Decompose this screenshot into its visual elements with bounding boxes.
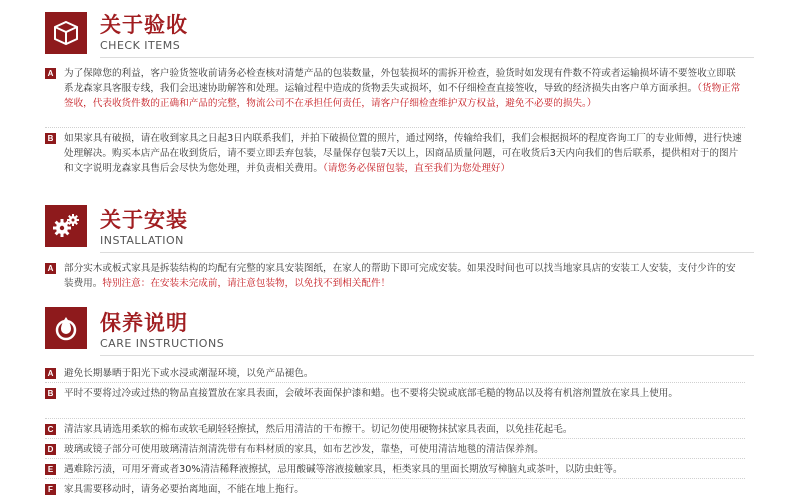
letter-badge: B xyxy=(45,388,56,399)
gear-icon xyxy=(45,205,87,247)
check-subtitle: CHECK ITEMS xyxy=(100,39,181,52)
care-title: 保养说明 xyxy=(100,311,188,335)
box-icon xyxy=(45,12,87,54)
install-item-warning: 特别注意：在安装未完成前，请注意包装物，以免找不到相关配件！ xyxy=(102,278,391,289)
check-item-text: 为了保障您的利益，客户验货签收前请务必检查核对清楚产品的包装数量，外包装损坏的需拆开检查，验货时如发现有件数不符或者运输损坏请不要签收立即联系龙森家具客服专线，我们会迅速协助解答和处理。运输过程中造成的货物丢失或损坏，如不仔细检查直接签收，导致的经济损失由客户单方面承担。 xyxy=(64,68,736,94)
install-subtitle: INSTALLATION xyxy=(100,234,184,247)
care-item-text: 遇难除污渍，可用牙膏或者30%清洁稀释液擦拭，忌用酸碱等溶液接触家具，柜类家具的里面长期放写樟脑丸或茶叶，以防虫蛀等。 xyxy=(64,464,623,475)
letter-badge: C xyxy=(45,424,56,435)
care-item-text: 家具需要移动时，请务必要抬离地面，不能在地上拖行。 xyxy=(64,484,304,495)
letter-badge: F xyxy=(45,484,56,495)
care-item-text: 清洁家具请选用柔软的棉布或软毛刷轻轻擦拭，然后用清洁的干布擦干。切记勿使用硬物抹拭家具表面，以免挂花起毛。 xyxy=(64,424,573,435)
care-subtitle: CARE INSTRUCTIONS xyxy=(100,337,225,350)
check-item-warning: （请您务必保留包装，直至我们为您处理好） xyxy=(323,163,511,174)
care-item-text: 平时不要将过冷或过热的物品直接置放在家具表面，会破坏表面保护漆和蜡。也不要将尖锐或底部毛糙的物品以及将有机溶剂置放在家具上使用。 xyxy=(64,388,678,399)
care-item-text: 避免长期暴晒于阳光下或水浸或潮湿环境，以免产品褪色。 xyxy=(64,368,314,379)
care-item-text: 玻璃或镜子部分可使用玻璃清洁剂清洗带有布料材质的家具，如布艺沙发，靠垫，可使用清洁地毯的清洁保养剂。 xyxy=(64,444,544,455)
letter-badge: D xyxy=(45,444,56,455)
drop-icon xyxy=(45,307,87,349)
divider xyxy=(45,127,745,128)
divider xyxy=(100,355,754,356)
check-title: 关于验收 xyxy=(100,13,188,37)
check-item-warning: （货物正常签收，代表收货件数的正确和产品的完整，物流公司不在承担任何责任，请客户仔细检查维护双方权益，避免不必要的损失。） xyxy=(64,83,741,109)
divider xyxy=(100,57,754,58)
letter-badge: A xyxy=(45,368,56,379)
divider xyxy=(45,458,745,459)
letter-badge: A xyxy=(45,68,56,79)
install-item-text: 部分实木或板式家具是拆装结构的均配有完整的家具安装图纸，在家人的帮助下即可完成安装。如果没时间也可以找当地家具店的安装工人安装，支付少许的安装费用。 xyxy=(64,263,736,289)
check-item-text: 如果家具有破损，请在收到家具之日起3日内联系我们，并拍下破损位置的照片，通过网络，传输给我们，我们会根据损坏的程度咨询工厂的专业师傅，进行快速处理解决。购买本店产品在收到货后，请不要立即丢弃包装，尽量保存包装7天以上，因商品质量问题，可在收货后3天内向我们的售后联系，提供相对于的图片和文字说明龙森家具售后会尽快为您处理，并负责相关费用。 xyxy=(64,133,742,174)
letter-badge: E xyxy=(45,464,56,475)
divider xyxy=(45,382,745,383)
divider xyxy=(100,252,754,253)
install-title: 关于安装 xyxy=(100,208,188,232)
letter-badge: B xyxy=(45,133,56,144)
letter-badge: A xyxy=(45,263,56,274)
divider xyxy=(45,418,745,419)
divider xyxy=(45,478,745,479)
divider xyxy=(45,438,745,439)
